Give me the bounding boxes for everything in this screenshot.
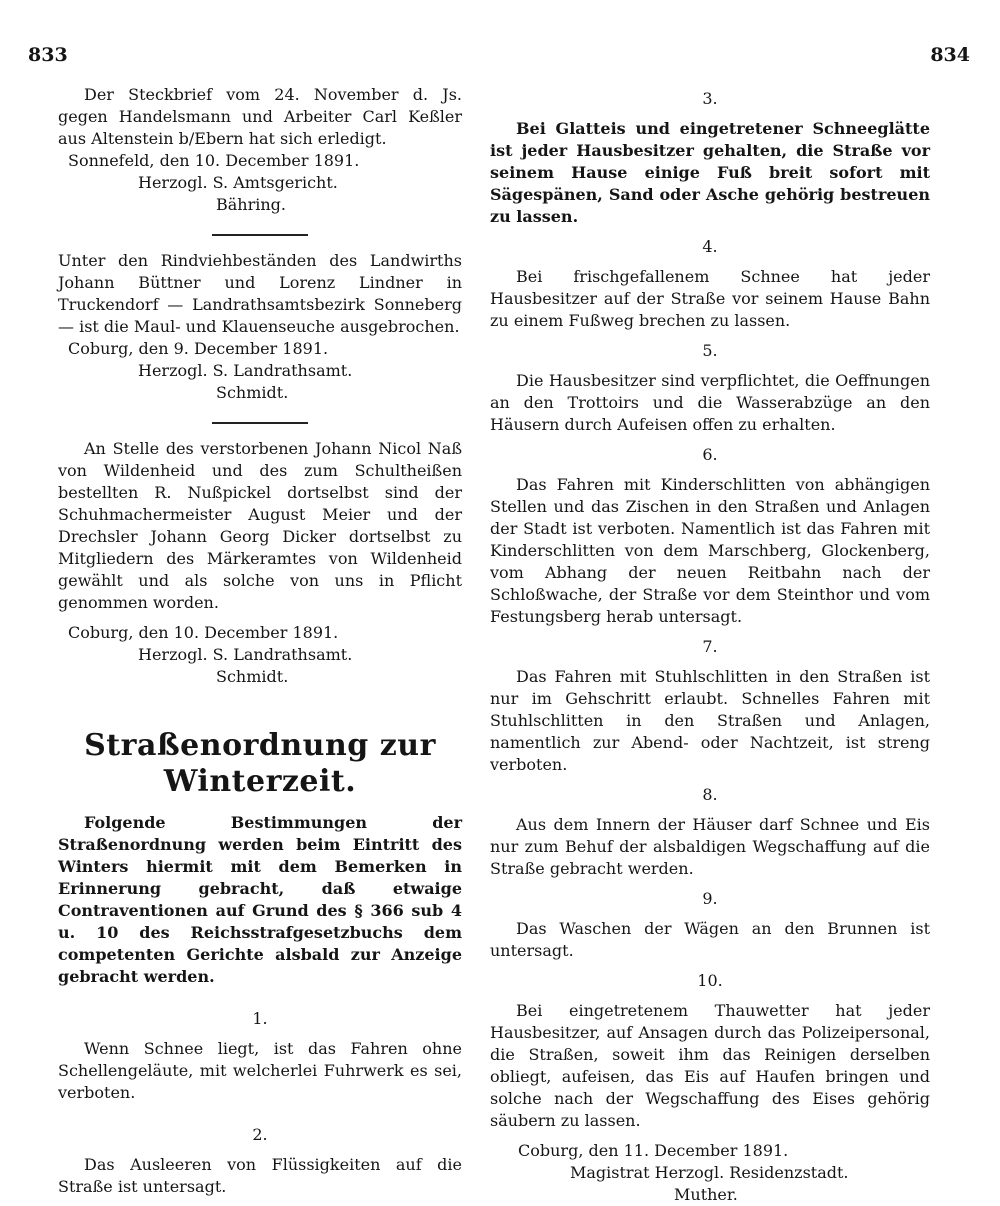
section-number: 7.: [702, 637, 718, 656]
section-text: Das Waschen der Wägen an den Brunnen ist untersagt.: [490, 919, 930, 960]
divider-rule: [212, 422, 308, 424]
notice-disease-authority: Herzogl. S. Landrathsamt.: [138, 361, 353, 380]
notice-warrant-signature: Bähring.: [216, 195, 286, 214]
closing-dateline: Coburg, den 11. December 1891.: [518, 1141, 789, 1160]
notice-council-signature: Schmidt.: [216, 667, 289, 686]
section-text: Bei frischgefallenem Schnee hat jeder Hausbesitzer auf der Straße vor seinem Hause Bahn zu einem Fußweg brechen zu lassen.: [490, 267, 930, 330]
section-number: 3.: [702, 89, 718, 108]
section-number: 6.: [702, 445, 718, 464]
left-column: [58, 84, 462, 1198]
section-number: 9.: [702, 889, 718, 908]
notice-council-authority: Herzogl. S. Landrathsamt.: [138, 645, 353, 664]
closing-signature: Muther.: [674, 1185, 738, 1204]
notice-warrant-text: Der Steckbrief vom 24. November d. Js. gegen Handelsmann und Arbeiter Carl Keßler aus Altenstein b/Ebern hat sich erledigt.: [58, 85, 462, 148]
notice-warrant-dateline: Sonnefeld, den 10. December 1891.: [68, 151, 360, 170]
section-number: 1.: [252, 1009, 268, 1028]
ordinance-intro: Folgende Bestimmungen der Straßenordnung werden beim Eintritt des Winters hiermit mit dem Bemerken in Erinnerung gebracht, daß etwaige Contraventionen auf Grund des § 366 sub 4 u. 10 des Reichsstrafgesetzbuchs dem competenten Gerichte alsbald zur Anzeige gebracht werden.: [58, 813, 462, 986]
section-text: Das Ausleeren von Flüssigkeiten auf die Straße ist untersagt.: [58, 1155, 462, 1196]
notice-disease-signature: Schmidt.: [216, 383, 289, 402]
right-column: [490, 84, 930, 1206]
section-text: Das Fahren mit Kinderschlitten von abhängigen Stellen und das Zischen in den Straßen und Anlagen der Stadt ist verboten. Namentlich ist das Fahren mit Kinderschlitten von dem Marschberg, Glockenberg, vom Abhang der neuen Reitbahn nach der Schloßwache, der Straße vor dem Steinthor und vom Festungsberg herab untersagt.: [490, 475, 930, 626]
divider-rule: [212, 234, 308, 236]
notice-disease-text: Unter den Rindviehbeständen des Landwirths Johann Büttner und Lorenz Lindner in Truckendorf — Landrathsamtsbezirk Sonneberg — ist die Maul- und Klauenseuche ausgebrochen.: [58, 251, 462, 336]
page-number-right: 834: [930, 44, 970, 66]
ordinance-headline: Straßenordnung zur Winterzeit.: [84, 728, 436, 799]
section-text: Die Hausbesitzer sind verpflichtet, die Oeffnungen an den Trottoirs und die Wasserabzüge an den Häusern durch Aufeisen offen zu erhalten.: [490, 371, 930, 434]
notice-disease-dateline: Coburg, den 9. December 1891.: [68, 339, 329, 358]
notice-warrant-authority: Herzogl. S. Amtsgericht.: [138, 173, 338, 192]
section-number: 2.: [252, 1125, 268, 1144]
section-text: Bei eingetretenem Thauwetter hat jeder Hausbesitzer, auf Ansagen durch das Polizeipersonal, die Straßen, soweit ihm das Reinigen derselben obliegt, aufeisen, das Eis auf Haufen bringen und solche nach der Wegschaffung des Eises gehörig säubern zu lassen.: [490, 1001, 930, 1130]
closing-authority: Magistrat Herzogl. Residenzstadt.: [570, 1163, 849, 1182]
notice-council-text: An Stelle des verstorbenen Johann Nicol Naß von Wildenheid und des zum Schultheißen bestellten R. Nußpickel dortselbst sind der Schuhmachermeister August Meier und der Drechsler Johann Georg Dicker dortselbst zu Mitgliedern des Märkeramtes von Wildenheid gewählt und als solche von uns in Pflicht genommen worden.: [58, 439, 462, 612]
section-text: Aus dem Innern der Häuser darf Schnee und Eis nur zum Behuf der alsbaldigen Wegschaffung auf die Straße gebracht werden.: [490, 815, 930, 878]
section-text: Das Fahren mit Stuhlschlitten in den Straßen ist nur im Gehschritt erlaubt. Schnelles Fahren mit Stuhlschlitten in den Straßen und Anlagen, namentlich zur Abend- oder Nachtzeit, ist streng verboten.: [490, 667, 930, 774]
section-number: 5.: [702, 341, 718, 360]
notice-council-dateline: Coburg, den 10. December 1891.: [68, 623, 339, 642]
section-number: 10.: [697, 971, 723, 990]
page-number-left: 833: [28, 44, 68, 66]
section-number: 4.: [702, 237, 718, 256]
section-text: Wenn Schnee liegt, ist das Fahren ohne Schellengeläute, mit welcherlei Fuhrwerk es sei, verboten.: [58, 1039, 462, 1102]
section-text: Bei Glatteis und eingetretener Schneeglätte ist jeder Hausbesitzer gehalten, die Straße vor seinem Hause einige Fuß breit sofort mit Sägespänen, Sand oder Asche gehörig bestreuen zu lassen.: [490, 119, 930, 226]
section-number: 8.: [702, 785, 718, 804]
